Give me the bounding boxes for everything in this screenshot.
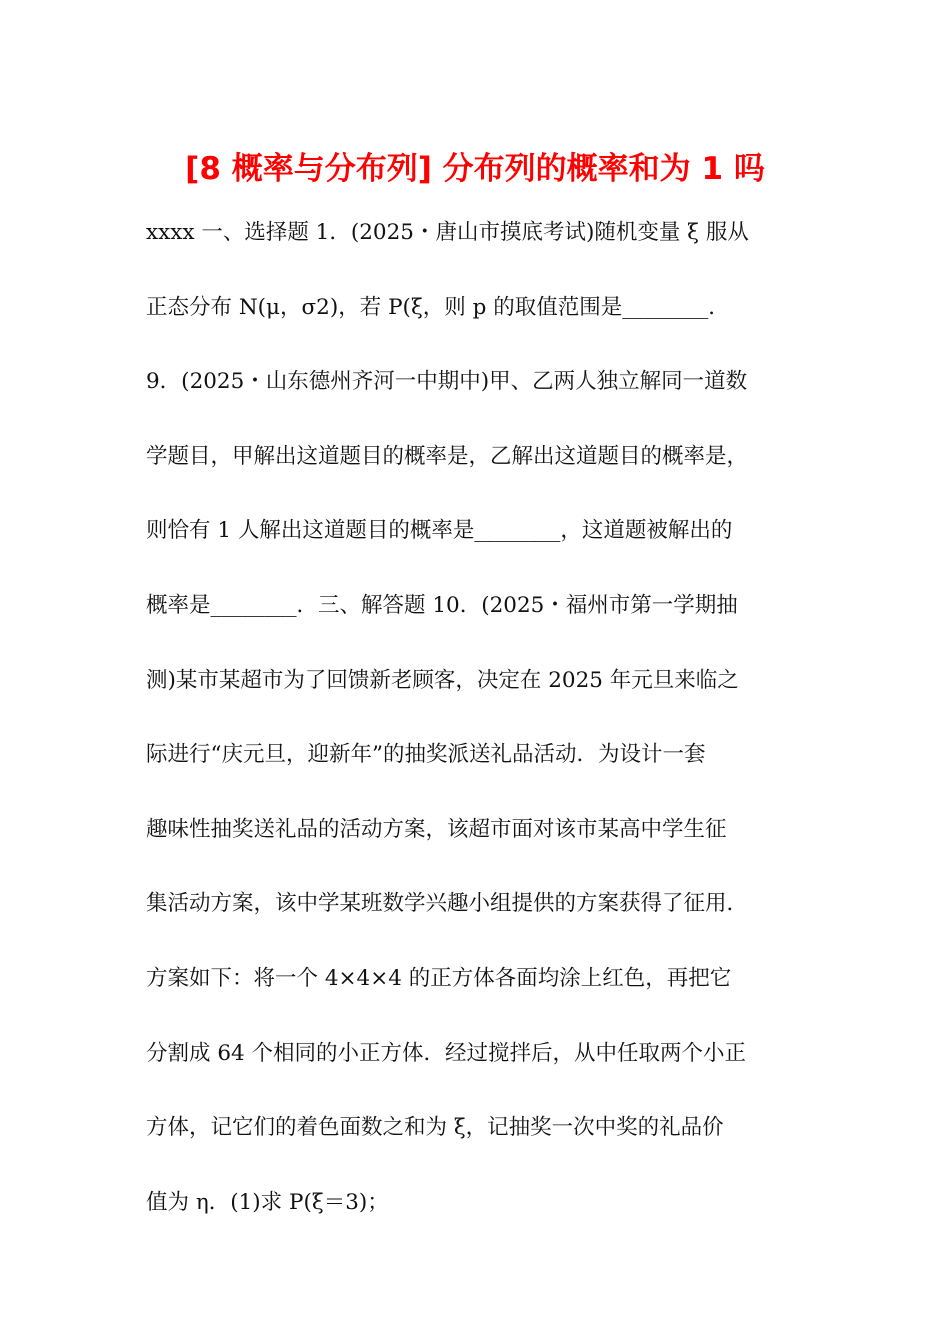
text-line: 值为 η．(1)求 P(ξ＝3)；: [146, 1189, 389, 1215]
text-line: 方案如下：将一个 4×4×4 的正方体各面均涂上红色，再把它: [146, 965, 732, 991]
text-line: 方体，记它们的着色面数之和为 ξ，记抽奖一次中奖的礼品价: [146, 1115, 724, 1141]
text-line: 9．(2025・山东德州齐河一中期中)甲、乙两人独立解同一道数: [146, 369, 748, 395]
text-line: 学题目，甲解出这道题目的概率是，乙解出这道题目的概率是，: [146, 443, 749, 469]
text-line: xxxx 一、选择题 1．(2025・唐山市摸底考试)随机变量 ξ 服从: [146, 220, 749, 245]
text-line: 正态分布 N(μ，σ2)，若 P(ξ，则 p 的取值范围是________．: [146, 294, 730, 320]
text-line: 集活动方案，该中学某班数学兴趣小组提供的方案获得了征用．: [146, 891, 749, 917]
document-title: [8 概率与分布列] 分布列的概率和为 1 吗: [185, 151, 765, 187]
document-body: [146, 196, 816, 1240]
text-line: 际进行“庆元旦，迎新年”的抽奖派送礼品活动．为设计一套: [146, 742, 706, 768]
text-line: 则恰有 1 人解出这道题目的概率是________，这道题被解出的: [146, 518, 733, 544]
text-line: 分割成 64 个相同的小正方体．经过搅拌后，从中任取两个小正: [146, 1040, 747, 1066]
text-line: 测)某市某超市为了回馈新老顾客，决定在 2025 年元旦来临之: [146, 667, 739, 693]
text-line: 概率是________．三、解答题 10．(2025・福州市第一学期抽: [146, 592, 738, 618]
text-line: 趣味性抽奖送礼品的活动方案，该超市面对该市某高中学生征: [146, 816, 727, 842]
